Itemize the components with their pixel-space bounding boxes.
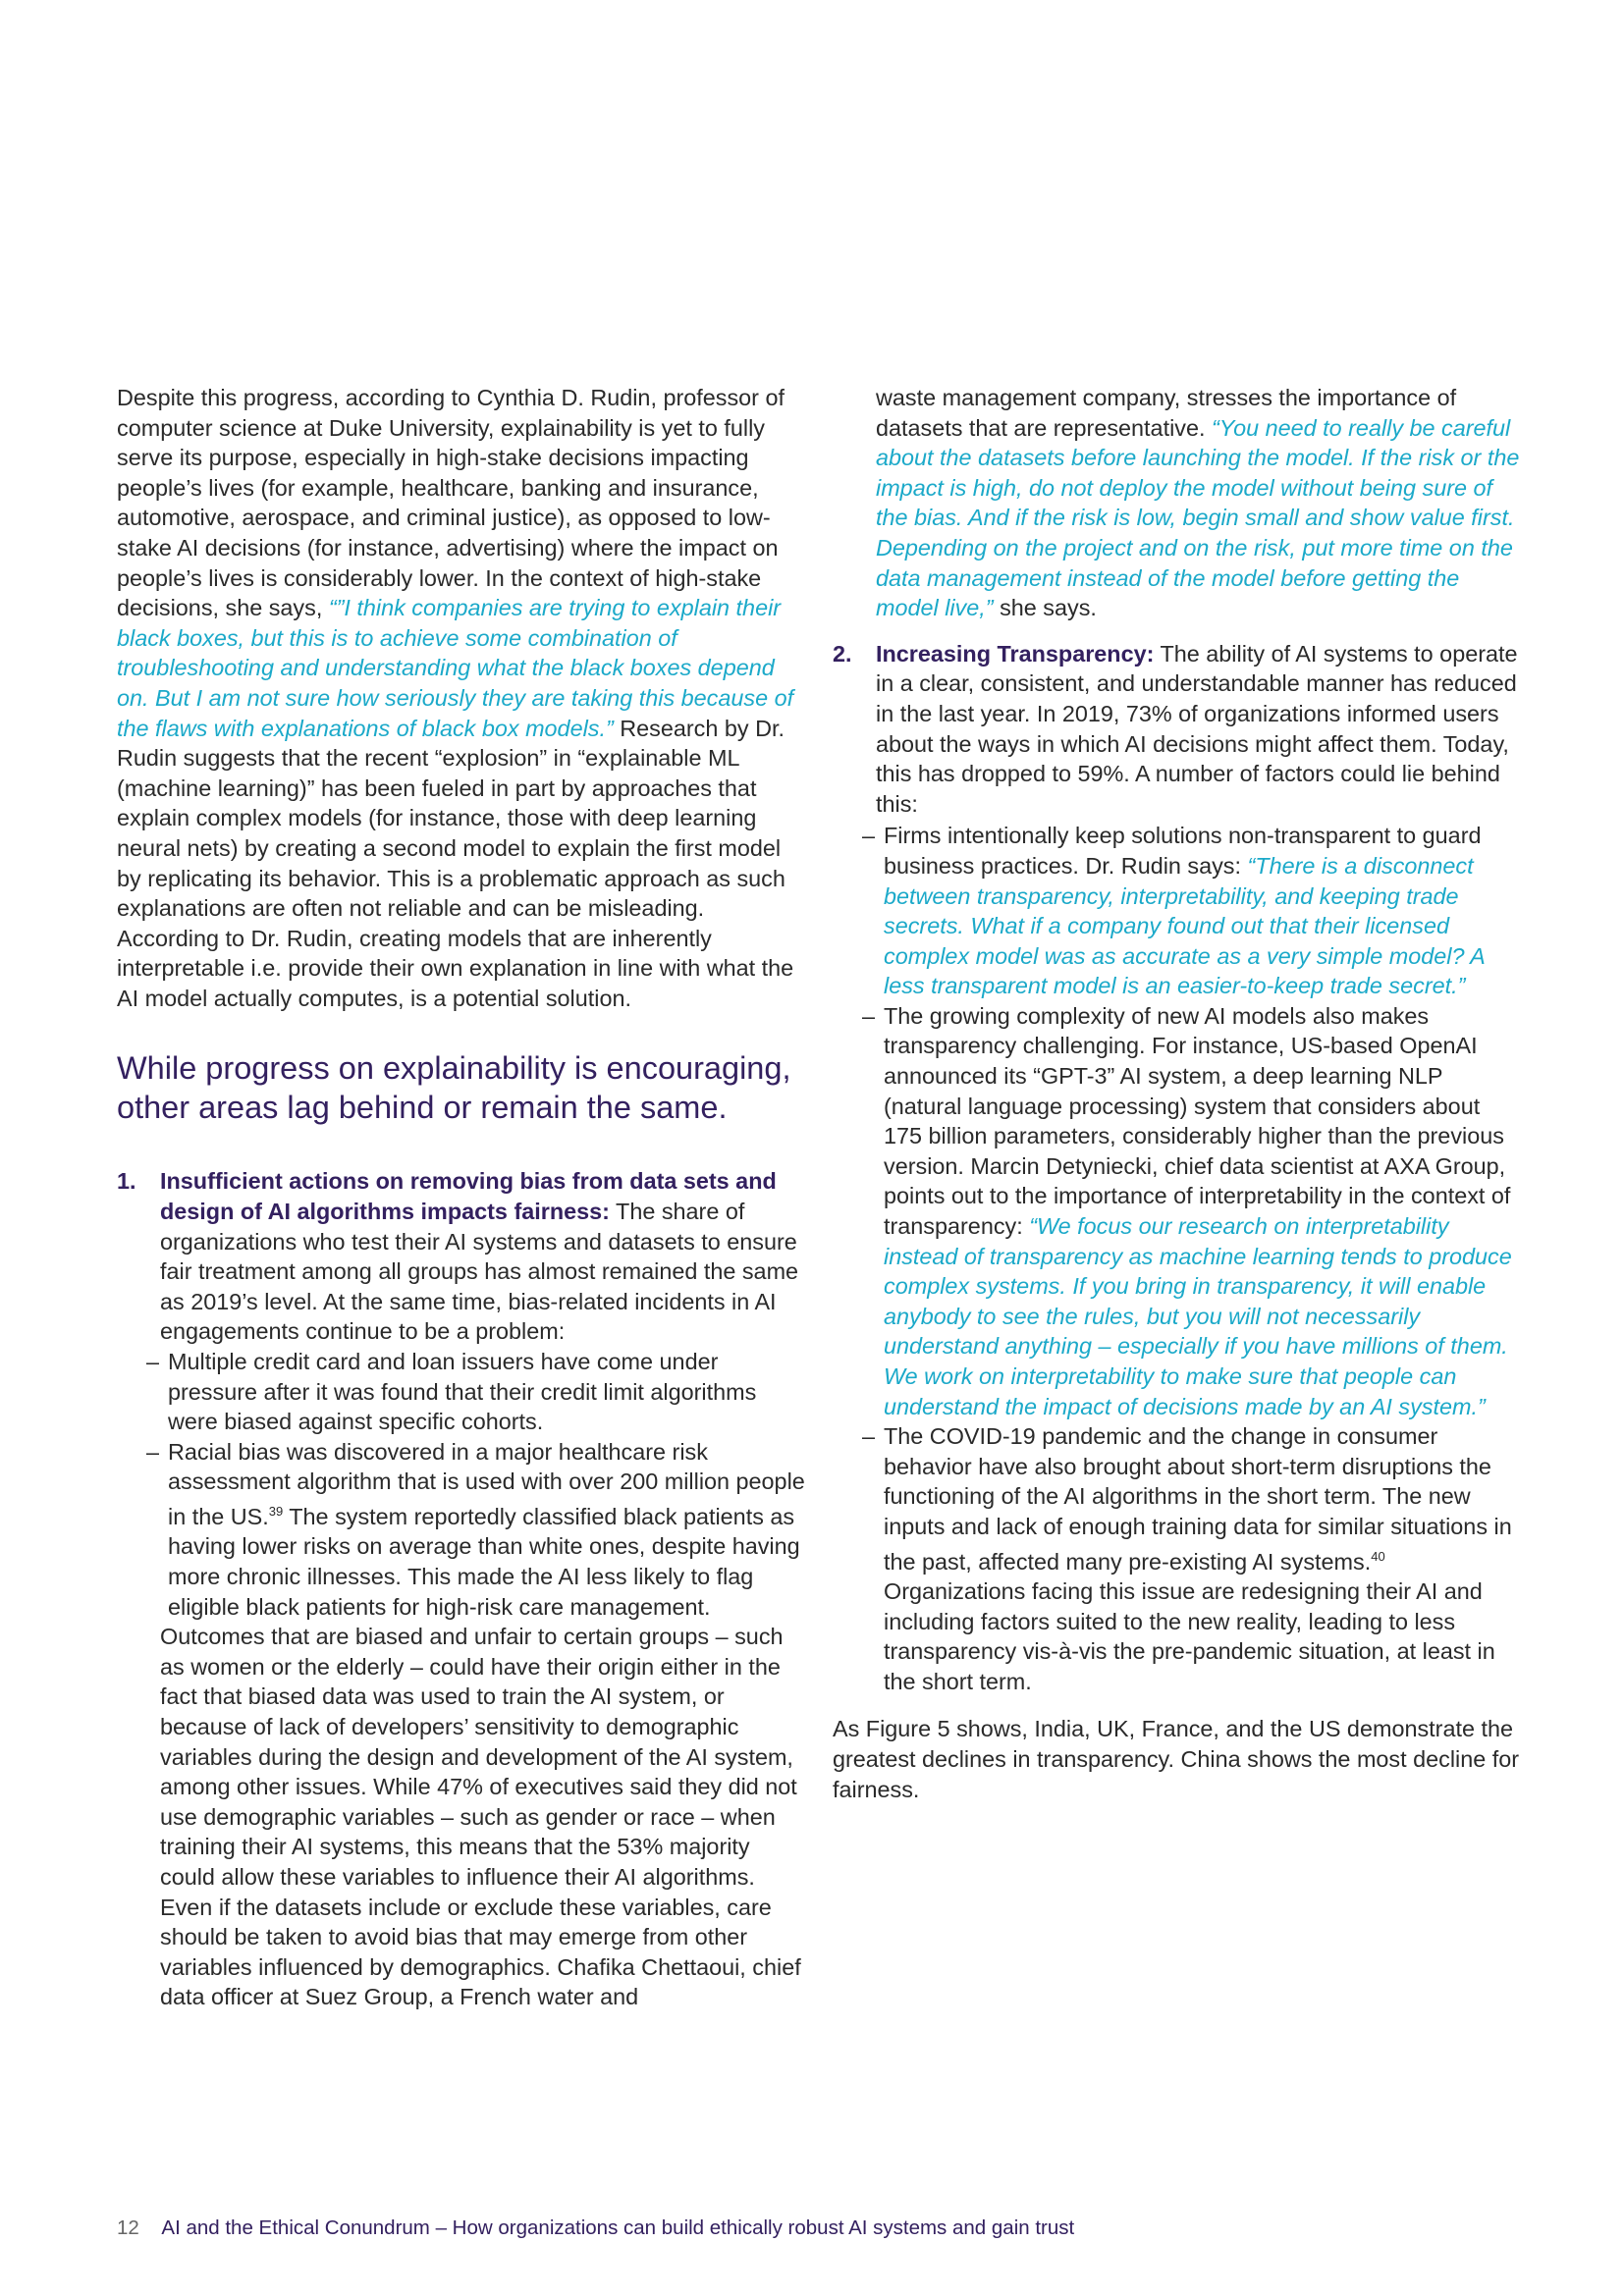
rudin-trade-quote: “There is a disconnect between transparency, interpretability, and keeping trade secrets. What if a company found out that their licensed complex model was as accurate as a very simple model? A less transparent model is an easier-to-keep trade secret.” — [884, 852, 1485, 999]
numbered-item-1 — [117, 1166, 809, 2011]
numbered-item-2 — [833, 639, 1520, 1697]
item-number: 1. — [117, 1168, 136, 1195]
bullet-text-part: The system reportedly classified black patients as having lower risks on average than white ones, despite having more chronic illnesses. This made the AI less likely to flag eligible black patients for high-risk care management. — [168, 1503, 800, 1620]
page-number: 12 — [117, 2216, 139, 2239]
item-title: Increasing Transparency: — [876, 640, 1155, 667]
item-text: The ability of AI systems to operate in a clear, consistent, and understandable manner has reduced in the last year. In 2019, 73% of organizations informed users about the ways in which AI decisions might affect them. Today, this has dropped to 59%. A number of factors could lie behind this: — [876, 640, 1518, 817]
dash-icon: – — [862, 823, 876, 849]
footnote-ref: 39 — [268, 1504, 284, 1519]
bullet-text — [884, 1421, 1520, 1696]
section-heading: While progress on explainability is encouraging, other areas lag behind or remain the same. — [117, 1050, 791, 1126]
bullet-list — [146, 1347, 809, 1622]
footer-title: AI and the Ethical Conundrum – How organizations can build ethically robust AI systems and gain trust — [161, 2216, 1075, 2239]
item-text: The share of organizations who test their AI systems and datasets to ensure fair treatment among all groups has almost remained the same as 2019’s level. At the same time, bias-related incidents in AI engagements continue to be a problem: — [160, 1199, 799, 1345]
bullet-text: Multiple credit card and loan issuers have come under pressure after it was found that their credit limit algorithms were biased against specific cohorts. — [168, 1349, 757, 1435]
item-title: Insufficient actions on removing bias from data sets and design of AI algorithms impacts fairness: — [160, 1168, 777, 1225]
bullet-item — [146, 1437, 809, 1622]
bullet-text-part: Firms intentionally keep solutions non-transparent to guard business practices. Dr. Rudin says: — [884, 823, 1482, 879]
closing-paragraph: As Figure 5 shows, India, UK, France, and the US demonstrate the greatest declines in transparency. China shows the most decline for fairness. — [833, 1716, 1520, 1802]
bullet-item — [862, 1421, 1520, 1696]
intro-paragraph — [117, 383, 809, 1013]
bullet-text-part: The COVID-19 pandemic and the change in consumer behavior have also brought about short-term disruptions the functioning of the AI algorithms in the short term. The new inputs and lack of enough training data for similar situations in the past, affected many pre-existing AI systems. — [884, 1423, 1512, 1575]
dash-icon: – — [146, 1438, 160, 1465]
bullet-item — [146, 1347, 809, 1437]
detyniecki-quote: “We focus our research on interpretability instead of transparency as machine learning tends to produce complex systems. If you bring in transparency, it will enable anybody to see the rules, but you will not necessarily understand anything – especially if you have millions of them. We work on interpretability to make sure that people can understand the impact of decisions made by an AI system.” — [884, 1213, 1512, 1419]
bullet-text — [168, 1437, 809, 1622]
continued-item — [833, 383, 1520, 623]
intro-text: Despite this progress, according to Cynthia D. Rudin, professor of computer science at Duke University, explainability is yet to fully serve its purpose, especially in high-stake decisions impacting people’s lives (for example, healthcare, banking and insurance, automotive, aerospace, and criminal justice), as opposed to low-stake AI decisions (for instance, advertising) where the impact on people’s lives is considerably lower. In the context of high-stake decisions, she says, — [117, 385, 785, 621]
bullet-text-part: Organizations facing this issue are redesigning their AI and including factors suited to the new reality, leading to less transparency vis-à-vis the pre-pandemic situation, at least in the short term. — [884, 1577, 1495, 1694]
footnote-ref: 40 — [1371, 1548, 1385, 1564]
continued-tail: she says. — [1000, 595, 1097, 621]
item-body — [862, 639, 1520, 1697]
dash-icon: – — [862, 1423, 876, 1450]
bullet-item — [862, 821, 1520, 1001]
intro-text-2: Research by Dr. Rudin suggests that the recent “explosion” in “explainable ML (machine learning)” has been fueled in part by approaches that explain complex models (for instance, those with deep learning neural nets) by creating a second model to explain the first model by replicating its behavior. This is a problematic approach as such explanations are often not reliable and can be misleading. According to Dr. Rudin, creating models that are inherently interpretable i.e. provide their own explanation in line with what the AI model actually computes, is a potential solution. — [117, 715, 794, 1011]
right-column — [833, 383, 1520, 1804]
bullet-text-part: Racial bias was discovered in a major healthcare risk assessment algorithm that is used with over 200 million people in the US. — [168, 1438, 805, 1529]
bullet-item — [862, 1001, 1520, 1421]
continued-text: waste management company, stresses the importance of datasets that are representative. — [876, 385, 1457, 441]
item-closing: Outcomes that are biased and unfair to certain groups – such as women or the elderly – could have their origin either in the fact that biased data was used to train the AI system, or because of lack of developers’ sensitivity to demographic variables during the design and development of the AI system, among other issues. While 47% of executives said they did not use demographic variables – such as gender or race – when training their AI systems, this means that the 53% majority could allow these variables to influence their AI algorithms. Even if the datasets include or exclude these variables, care should be taken to avoid bias that may emerge from other variables influenced by demographics. Chafika Chettaoui, chief data officer at Suez Group, a French water and — [160, 1624, 801, 2010]
rudin-quote: “”I think companies are trying to explain their black boxes, but this is to achieve some combination of troubleshooting and understanding what the black boxes depend on. But I am not sure how seriously they are taking this because of the flaws with explanations of black box models.” — [117, 595, 794, 741]
bullet-text — [884, 1001, 1520, 1421]
dash-icon: – — [862, 1002, 876, 1029]
item-paragraph — [160, 1166, 809, 1347]
item-paragraph — [876, 639, 1520, 820]
page-footer — [117, 2216, 1074, 2240]
chettaoui-quote: “You need to really be careful about the datasets before launching the model. If the risk or the impact is high, do not deploy the model without being sure of the bias. And if the risk is low, begin small and show value first. Depending on the project and on the risk, put more time on the data management instead of the model before getting the model live,” — [876, 414, 1520, 621]
bullet-list — [862, 821, 1520, 1696]
item-number: 2. — [833, 640, 852, 667]
continued-paragraph — [876, 383, 1520, 623]
bullet-text-part: The growing complexity of new AI models also makes transparency challenging. For instance, US-based OpenAI announced its “GPT-3” AI system, a deep learning NLP (natural language processing) system that considers about 175 billion parameters, considerably higher than the previous version. Marcin Detyniecki, chief data scientist at AXA Group, points out to the importance of interpretability in the context of transparency: — [884, 1002, 1511, 1240]
bullet-text — [884, 821, 1520, 1001]
dash-icon: – — [146, 1349, 160, 1375]
item-body — [146, 1166, 809, 2011]
left-column — [117, 383, 809, 2012]
